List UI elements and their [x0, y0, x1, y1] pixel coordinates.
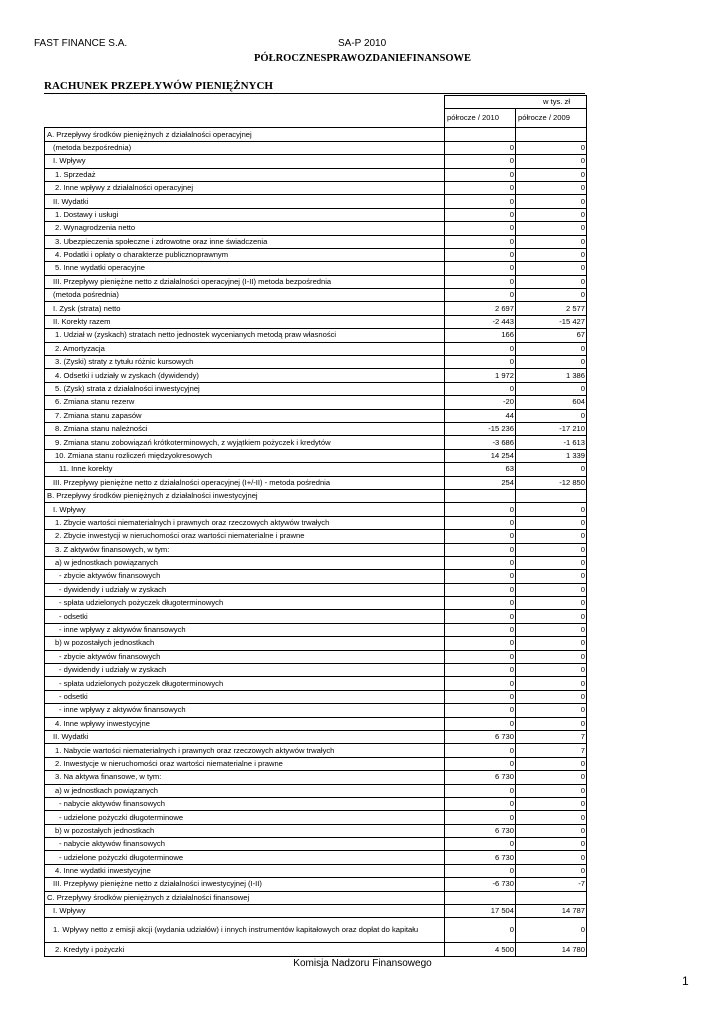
table-row — [45, 851, 587, 864]
cash-flow-table — [44, 95, 587, 957]
value-2009 — [516, 128, 587, 141]
value-2009: 0 — [516, 757, 587, 770]
value-2010: 2 697 — [445, 302, 516, 315]
value-2009: 0 — [516, 463, 587, 476]
table-row — [45, 422, 587, 435]
row-label: III. Przepływy pieniężne netto z działalności inwestycyjnej (I-II) — [45, 878, 445, 891]
value-2010: 0 — [445, 195, 516, 208]
table-row — [45, 664, 587, 677]
row-label: (metoda pośrednia) — [45, 289, 445, 302]
value-2010: 0 — [445, 757, 516, 770]
column-header-row — [45, 109, 587, 128]
row-label: 1. Sprzedaż — [45, 168, 445, 181]
table-row — [45, 476, 587, 489]
row-label: - zbycie aktywów finansowych — [45, 570, 445, 583]
table-row — [45, 141, 587, 154]
value-2009: 7 — [516, 730, 587, 743]
value-2010: 0 — [445, 610, 516, 623]
table-row — [45, 891, 587, 904]
value-2009: 0 — [516, 530, 587, 543]
row-label: 3. Z aktywów finansowych, w tym: — [45, 543, 445, 556]
units-row — [45, 96, 587, 109]
value-2009: 0 — [516, 597, 587, 610]
value-2009: 0 — [516, 222, 587, 235]
value-2009: 0 — [516, 690, 587, 703]
value-2010: 0 — [445, 664, 516, 677]
table-row — [45, 248, 587, 261]
value-2010: 0 — [445, 838, 516, 851]
table-row — [45, 208, 587, 221]
value-2009: 0 — [516, 195, 587, 208]
table-row — [45, 449, 587, 462]
value-2009: 0 — [516, 516, 587, 529]
value-2009: 0 — [516, 838, 587, 851]
value-2010: 0 — [445, 570, 516, 583]
value-2009: 14 780 — [516, 943, 587, 956]
value-2009: 0 — [516, 851, 587, 864]
table-row — [45, 503, 587, 516]
value-2009: -17 210 — [516, 422, 587, 435]
value-2010: 0 — [445, 289, 516, 302]
value-2009: -1 613 — [516, 436, 587, 449]
table-row — [45, 168, 587, 181]
value-2010: 0 — [445, 690, 516, 703]
table-row — [45, 235, 587, 248]
value-2009: 0 — [516, 677, 587, 690]
table-row — [45, 369, 587, 382]
section-title: RACHUNEK PRZEPŁYWÓW PIENIĘŻNYCH — [44, 80, 273, 92]
value-2010: 17 504 — [445, 905, 516, 918]
value-2010: 0 — [445, 797, 516, 810]
row-label: 7. Zmiana stanu zapasów — [45, 409, 445, 422]
table-row — [45, 543, 587, 556]
table-row — [45, 342, 587, 355]
value-2010: 0 — [445, 556, 516, 569]
value-2009: 0 — [516, 356, 587, 369]
value-2009: 0 — [516, 168, 587, 181]
table-row — [45, 838, 587, 851]
row-label: - odsetki — [45, 690, 445, 703]
value-2010: 0 — [445, 356, 516, 369]
table-row — [45, 597, 587, 610]
table-row — [45, 409, 587, 422]
row-label: - inne wpływy z aktywów finansowych — [45, 704, 445, 717]
value-2009: 67 — [516, 329, 587, 342]
table-row — [45, 195, 587, 208]
value-2009: -15 427 — [516, 315, 587, 328]
value-2010: 0 — [445, 918, 516, 943]
row-label: a) w jednostkach powiązanych — [45, 556, 445, 569]
value-2009: 604 — [516, 396, 587, 409]
row-label: 5. Inne wydatki operacyjne — [45, 262, 445, 275]
row-label: I. Wpływy — [45, 905, 445, 918]
value-2009: 0 — [516, 235, 587, 248]
page-number: 1 — [682, 974, 689, 988]
value-2009: 0 — [516, 811, 587, 824]
value-2009: -12 850 — [516, 476, 587, 489]
table-row — [45, 811, 587, 824]
row-label: - inne wpływy z aktywów finansowych — [45, 623, 445, 636]
row-label: 2. Zbycie inwestycji w nieruchomości oraz wartości niematerialne i prawne — [45, 530, 445, 543]
value-2010: -3 686 — [445, 436, 516, 449]
value-2010: 0 — [445, 530, 516, 543]
value-2010: -2 443 — [445, 315, 516, 328]
row-label: 1. Udział w (zyskach) stratach netto jednostek wycenianych metodą praw własności — [45, 329, 445, 342]
value-2010: 0 — [445, 208, 516, 221]
value-2009: 0 — [516, 771, 587, 784]
row-label: II. Korekty razem — [45, 315, 445, 328]
value-2009: 0 — [516, 409, 587, 422]
row-label: - udzielone pożyczki długoterminowe — [45, 811, 445, 824]
table-row — [45, 690, 587, 703]
value-2010: 0 — [445, 235, 516, 248]
title-rule — [44, 93, 585, 94]
value-2010 — [445, 489, 516, 502]
table-row — [45, 489, 587, 502]
table-row — [45, 610, 587, 623]
row-label: 3. (Zyski) straty z tytułu różnic kursowych — [45, 356, 445, 369]
value-2009: 0 — [516, 248, 587, 261]
value-2010: 0 — [445, 503, 516, 516]
value-2009: 0 — [516, 637, 587, 650]
table-row — [45, 784, 587, 797]
value-2010: 0 — [445, 248, 516, 261]
table-row — [45, 677, 587, 690]
value-2009: 0 — [516, 784, 587, 797]
table-row — [45, 797, 587, 810]
value-2010: 6 730 — [445, 771, 516, 784]
row-label: - dywidendy i udziały w zyskach — [45, 664, 445, 677]
table-row — [45, 289, 587, 302]
row-number: 1. — [53, 925, 60, 935]
row-label: 4. Odsetki i udziały w zyskach (dywidendy) — [45, 369, 445, 382]
table-row — [45, 905, 587, 918]
row-label: I. Wpływy — [45, 503, 445, 516]
units-label: w tys. zł — [445, 96, 587, 109]
row-label: III. Przepływy pieniężne netto z działalności operacyjnej (I+/-II) - metoda pośrednia — [45, 476, 445, 489]
value-2010: 0 — [445, 784, 516, 797]
table-row — [45, 556, 587, 569]
value-2010 — [445, 891, 516, 904]
row-label: 10. Zmiana stanu rozliczeń międzyokresowych — [45, 449, 445, 462]
value-2009: 0 — [516, 155, 587, 168]
company-name: FAST FINANCE S.A. — [34, 38, 128, 49]
value-2010: 0 — [445, 811, 516, 824]
value-2009: 0 — [516, 181, 587, 194]
value-2009: 0 — [516, 704, 587, 717]
table-row — [45, 262, 587, 275]
table-row — [45, 943, 587, 956]
row-label: 8. Zmiana stanu należności — [45, 422, 445, 435]
row-label: b) w pozostałych jednostkach — [45, 824, 445, 837]
value-2009: 0 — [516, 289, 587, 302]
value-2010: 0 — [445, 637, 516, 650]
row-label: b) w pozostałych jednostkach — [45, 637, 445, 650]
value-2009: 0 — [516, 543, 587, 556]
report-title: PÓŁROCZNESPRAWOZDANIEFINANSOWE — [253, 53, 472, 64]
value-2009 — [516, 489, 587, 502]
table-row — [45, 396, 587, 409]
row-label: 6. Zmiana stanu rezerw — [45, 396, 445, 409]
table-row — [45, 128, 587, 141]
value-2010: 0 — [445, 382, 516, 395]
value-2009 — [516, 891, 587, 904]
table-row — [45, 637, 587, 650]
value-2010: 166 — [445, 329, 516, 342]
row-label: I. Wpływy — [45, 155, 445, 168]
row-label: 1. Zbycie wartości niematerialnych i prawnych oraz rzeczowych aktywów trwałych — [45, 516, 445, 529]
table-row — [45, 329, 587, 342]
table-row — [45, 757, 587, 770]
table-row — [45, 436, 587, 449]
row-label: - spłata udzielonych pożyczek długoterminowych — [45, 677, 445, 690]
table-row — [45, 222, 587, 235]
table-row — [45, 824, 587, 837]
value-2010: 0 — [445, 181, 516, 194]
value-2009: 0 — [516, 650, 587, 663]
value-2009: 1 386 — [516, 369, 587, 382]
value-2009: 0 — [516, 503, 587, 516]
value-2010: 0 — [445, 262, 516, 275]
report-code: SA-P 2010 — [338, 38, 387, 49]
value-2010: 0 — [445, 275, 516, 288]
value-2010: 0 — [445, 744, 516, 757]
value-2010: -20 — [445, 396, 516, 409]
value-2009: 0 — [516, 664, 587, 677]
value-2009: 0 — [516, 556, 587, 569]
table-row — [45, 275, 587, 288]
value-2009: -7 — [516, 878, 587, 891]
row-label: 2. Inne wpływy z działalności operacyjnej — [45, 181, 445, 194]
row-label: III. Przepływy pieniężne netto z działalności operacyjnej (I-II) metoda bezpośrednia — [45, 275, 445, 288]
row-label: 4. Podatki i opłaty o charakterze publicznoprawnym — [45, 248, 445, 261]
value-2009: 0 — [516, 570, 587, 583]
value-2009: 0 — [516, 382, 587, 395]
row-label: - udzielone pożyczki długoterminowe — [45, 851, 445, 864]
row-label: B. Przepływy środków pieniężnych z działalności inwestycyjnej — [45, 489, 445, 502]
row-label: C. Przepływy środków pieniężnych z działalności finansowej — [45, 891, 445, 904]
table-row — [45, 704, 587, 717]
value-2010: 0 — [445, 543, 516, 556]
value-2010: 0 — [445, 597, 516, 610]
table-row — [45, 516, 587, 529]
value-2009: 0 — [516, 797, 587, 810]
row-label: - spłata udzielonych pożyczek długoterminowych — [45, 597, 445, 610]
row-label: a) w jednostkach powiązanych — [45, 784, 445, 797]
value-2010: 0 — [445, 623, 516, 636]
table-row — [45, 744, 587, 757]
table-row — [45, 771, 587, 784]
value-2010: 0 — [445, 168, 516, 181]
table-row — [45, 181, 587, 194]
row-label: 4. Inne wydatki inwestycyjne — [45, 864, 445, 877]
value-2009: 0 — [516, 918, 587, 943]
value-2010: 6 730 — [445, 730, 516, 743]
table-row — [45, 918, 587, 943]
row-label: 2. Inwestycje w nieruchomości oraz wartości niematerialne i prawne — [45, 757, 445, 770]
row-label: II. Wydatki — [45, 195, 445, 208]
value-2009: 0 — [516, 610, 587, 623]
value-2010: 0 — [445, 864, 516, 877]
value-2010: 0 — [445, 155, 516, 168]
table-row — [45, 717, 587, 730]
value-2009: 0 — [516, 864, 587, 877]
value-2009: 14 787 — [516, 905, 587, 918]
row-label: (metoda bezpośrednia) — [45, 141, 445, 154]
value-2009: 0 — [516, 262, 587, 275]
value-2009: 0 — [516, 208, 587, 221]
table-row — [45, 382, 587, 395]
table-row — [45, 302, 587, 315]
table-row — [45, 878, 587, 891]
row-label: II. Wydatki — [45, 730, 445, 743]
table-row — [45, 356, 587, 369]
row-label: 2. Kredyty i pożyczki — [45, 943, 445, 956]
table-row — [45, 530, 587, 543]
value-2009: 2 577 — [516, 302, 587, 315]
row-label: 11. Inne korekty — [45, 463, 445, 476]
column-header-2009: półrocze / 2009 — [516, 109, 587, 128]
table-row — [45, 864, 587, 877]
value-2010: 63 — [445, 463, 516, 476]
value-2009: 0 — [516, 717, 587, 730]
table-row — [45, 155, 587, 168]
table-row — [45, 315, 587, 328]
row-label: - odsetki — [45, 610, 445, 623]
value-2010: 14 254 — [445, 449, 516, 462]
row-label: - nabycie aktywów finansowych — [45, 797, 445, 810]
table-row — [45, 650, 587, 663]
column-header-2010: półrocze / 2010 — [445, 109, 516, 128]
row-label: 2. Wynagrodzenia netto — [45, 222, 445, 235]
row-label: - dywidendy i udziały w zyskach — [45, 583, 445, 596]
value-2010: 0 — [445, 677, 516, 690]
value-2010: 1 972 — [445, 369, 516, 382]
value-2009: 0 — [516, 583, 587, 596]
row-label — [45, 918, 445, 943]
value-2010: -6 730 — [445, 878, 516, 891]
value-2010 — [445, 128, 516, 141]
value-2010: 6 730 — [445, 851, 516, 864]
value-2010: -15 236 — [445, 422, 516, 435]
value-2009: 1 339 — [516, 449, 587, 462]
row-label: 9. Zmiana stanu zobowiązań krótkoterminowych, z wyjątkiem pożyczek i kredytów — [45, 436, 445, 449]
row-label-text: Wpływy netto z emisji akcji (wydania udziałów) i innych instrumentów kapitałowych oraz dopłat do kapitału — [62, 925, 419, 935]
row-label: 3. Ubezpieczenia społeczne i zdrowotne oraz inne świadczenia — [45, 235, 445, 248]
value-2010: 44 — [445, 409, 516, 422]
value-2010: 0 — [445, 583, 516, 596]
value-2009: 0 — [516, 275, 587, 288]
value-2010: 254 — [445, 476, 516, 489]
value-2009: 7 — [516, 744, 587, 757]
row-label: 5. (Zysk) strata z działalności inwestycyjnej — [45, 382, 445, 395]
row-label: - zbycie aktywów finansowych — [45, 650, 445, 663]
table-row — [45, 463, 587, 476]
value-2010: 0 — [445, 141, 516, 154]
value-2010: 0 — [445, 717, 516, 730]
value-2010: 0 — [445, 650, 516, 663]
value-2010: 6 730 — [445, 824, 516, 837]
row-label: I. Zysk (strata) netto — [45, 302, 445, 315]
table-row — [45, 730, 587, 743]
table-row — [45, 583, 587, 596]
row-label: 2. Amortyzacja — [45, 342, 445, 355]
footer-text: Komisja Nadzoru Finansowego — [293, 958, 432, 969]
value-2009: 0 — [516, 342, 587, 355]
table-row — [45, 570, 587, 583]
value-2009: 0 — [516, 824, 587, 837]
row-label: A. Przepływy środków pieniężnych z działalności operacyjnej — [45, 128, 445, 141]
row-label: 3. Na aktywa finansowe, w tym: — [45, 771, 445, 784]
value-2010: 4 500 — [445, 943, 516, 956]
row-label: - nabycie aktywów finansowych — [45, 838, 445, 851]
value-2010: 0 — [445, 704, 516, 717]
row-label: 1. Dostawy i usługi — [45, 208, 445, 221]
row-label: 1. Nabycie wartości niematerialnych i prawnych oraz rzeczowych aktywów trwałych — [45, 744, 445, 757]
table-row — [45, 623, 587, 636]
row-label: 4. Inne wpływy inwestycyjne — [45, 717, 445, 730]
value-2009: 0 — [516, 141, 587, 154]
value-2009: 0 — [516, 623, 587, 636]
value-2010: 0 — [445, 222, 516, 235]
value-2010: 0 — [445, 342, 516, 355]
value-2010: 0 — [445, 516, 516, 529]
